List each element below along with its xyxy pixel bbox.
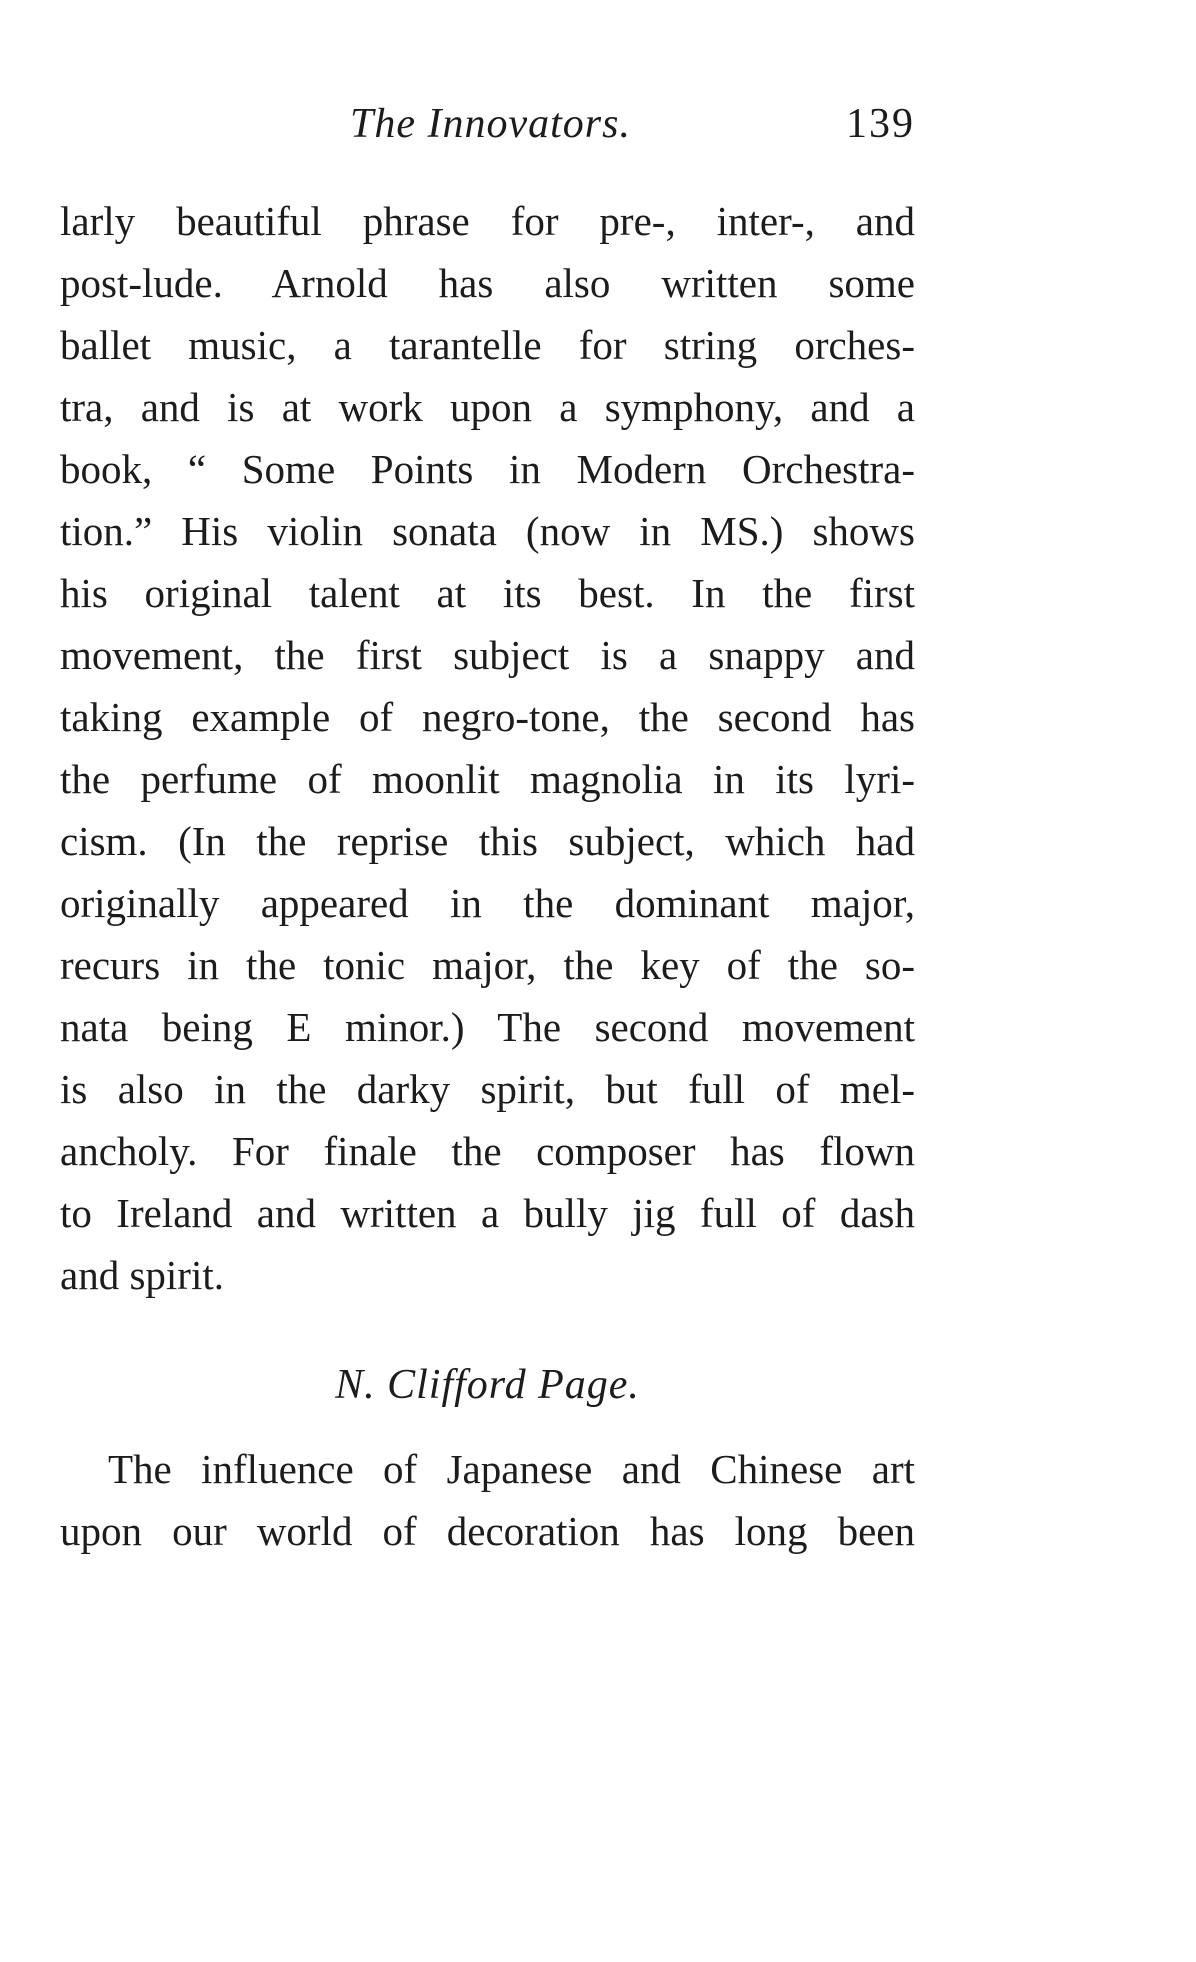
section-heading: N. Clifford Page. [335, 1362, 640, 1408]
text-line: book, “ Some Points in Modern Orchestra- [60, 446, 915, 492]
text-line: upon our world of decoration has long been [60, 1508, 915, 1554]
text-line: to Ireland and written a bully jig full of dash [60, 1190, 915, 1236]
paragraph-continued [60, 190, 915, 1306]
text-line: The influence of Japanese and Chinese art [108, 1446, 915, 1492]
text-line: larly beautiful phrase for pre-, inter-, and [60, 198, 915, 244]
page-number: 139 [846, 101, 915, 147]
text-line: post-lude. Arnold has also written some [60, 260, 915, 306]
text-line: nata being E minor.) The second movement [60, 1004, 915, 1050]
paragraph-new [60, 1438, 915, 1562]
text-line: ballet music, a tarantelle for string orches- [60, 322, 915, 368]
text-line: recurs in the tonic major, the key of the so- [60, 942, 915, 988]
text-line: the perfume of moonlit magnolia in its lyri- [60, 756, 915, 802]
text-line: originally appeared in the dominant major, [60, 880, 915, 926]
text-line: cism. (In the reprise this subject, which had [60, 818, 915, 864]
running-head [60, 100, 915, 160]
text-line: is also in the darky spirit, but full of mel- [60, 1066, 915, 1112]
text-line: his original talent at its best. In the first [60, 570, 915, 616]
text-line: taking example of negro-tone, the second has [60, 694, 915, 740]
text-line: tra, and is at work upon a symphony, and a [60, 384, 915, 430]
text-line: and spirit. [60, 1252, 224, 1298]
running-title: The Innovators. [350, 101, 631, 147]
text-line: ancholy. For finale the composer has flown [60, 1128, 915, 1174]
text-line: movement, the first subject is a snappy and [60, 632, 915, 678]
text-line: tion.” His violin sonata (now in MS.) shows [60, 508, 915, 554]
